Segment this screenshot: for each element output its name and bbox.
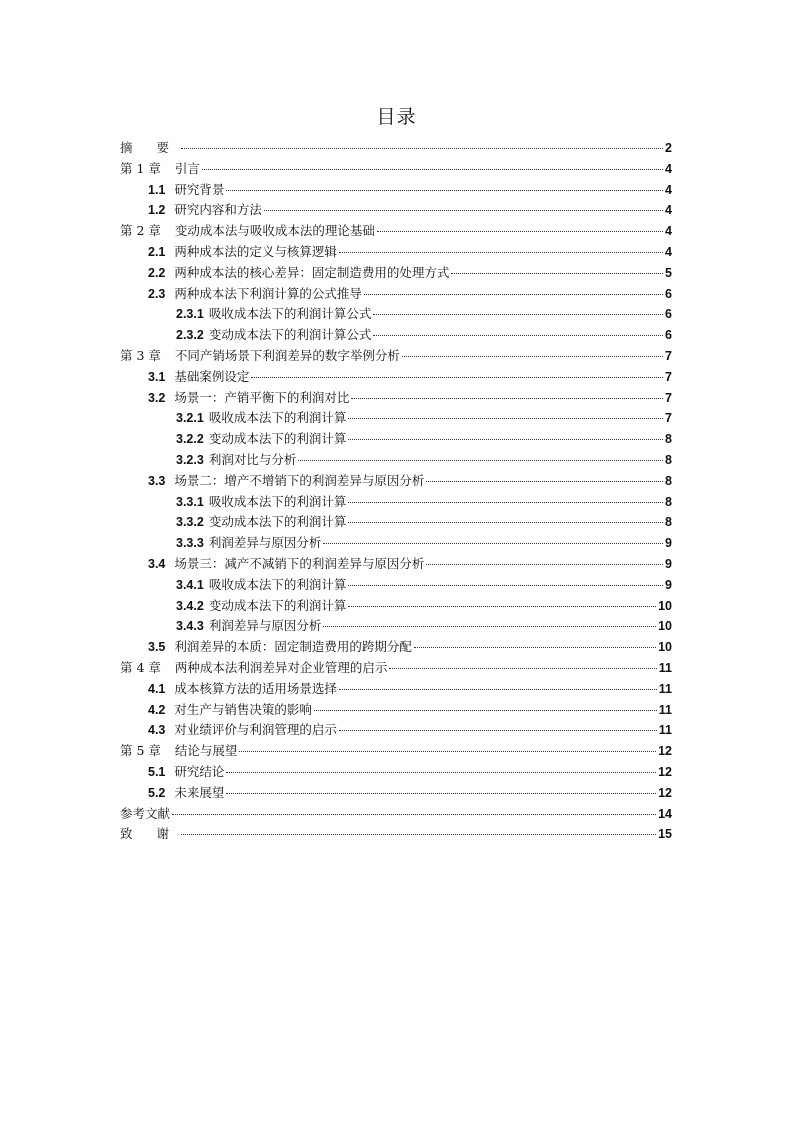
toc-entry[interactable] (120, 471, 672, 492)
toc-entry[interactable] (120, 221, 672, 242)
toc-entry[interactable] (120, 450, 672, 471)
toc-entry-number: 4.2 (148, 702, 166, 717)
toc-entry[interactable] (120, 242, 672, 263)
toc-entry[interactable] (120, 284, 672, 305)
table-of-contents (120, 138, 672, 845)
toc-entry[interactable] (120, 304, 672, 325)
dot-leader (389, 667, 656, 669)
toc-entry-page-number: 11 (658, 660, 672, 675)
dot-leader (181, 147, 663, 149)
dot-leader (451, 272, 663, 274)
toc-entry-page-number: 11 (658, 723, 672, 738)
toc-entry-label: 摘 要 (120, 140, 179, 155)
toc-entry[interactable] (120, 824, 672, 845)
toc-entry-number: 2.3.1 (176, 307, 204, 322)
toc-entry-label: 利润差异的本质：固定制造费用的跨期分配 (174, 639, 412, 655)
toc-entry-page-number: 6 (665, 286, 672, 301)
dot-leader (202, 168, 663, 170)
toc-entry-page-number: 7 (665, 390, 672, 405)
toc-entry[interactable] (120, 575, 672, 596)
toc-entry-label: 场景一：产销平衡下的利润对比 (174, 389, 350, 405)
dot-leader (348, 584, 663, 586)
toc-entry-label: 对生产与销售决策的影响 (174, 701, 312, 717)
toc-entry-number: 3.4.2 (176, 598, 204, 613)
toc-entry-label: 两种成本法下利润计算的公式推导 (174, 285, 362, 301)
dot-leader (264, 209, 663, 211)
toc-entry[interactable] (120, 388, 672, 409)
toc-entry-label: 利润对比与分析 (208, 451, 297, 467)
toc-entry[interactable] (120, 658, 672, 679)
toc-entry-page-number: 4 (665, 203, 672, 218)
toc-entry-label: 参考文献 (120, 805, 171, 821)
toc-entry-page-number: 15 (658, 827, 672, 842)
toc-entry-label: 未来展望 (174, 784, 225, 800)
toc-entry-label: 变动成本法下的利润计算 (208, 514, 347, 530)
toc-entry-label: 不同产销场景下利润差异的数字举例分析 (174, 347, 400, 363)
toc-entry-label: 变动成本法下的利润计算 (208, 597, 347, 613)
dot-leader (348, 605, 656, 607)
toc-entry-page-number: 7 (665, 348, 672, 363)
toc-entry[interactable] (120, 720, 672, 741)
toc-entry-label: 研究结论 (174, 763, 225, 779)
toc-entry[interactable] (120, 533, 672, 554)
toc-entry-page-number: 8 (665, 494, 672, 509)
toc-entry-page-number: 12 (658, 744, 672, 759)
toc-entry-number: 1.1 (148, 182, 166, 197)
dot-leader (298, 459, 663, 461)
toc-entry-label: 吸收成本法下的利润计算公式 (208, 306, 372, 322)
toc-entry-number: 2.3.2 (176, 328, 204, 343)
toc-entry-number: 4.1 (148, 681, 166, 696)
dot-leader (339, 251, 663, 253)
dot-leader (172, 813, 656, 815)
dot-leader (348, 438, 663, 440)
dot-leader (348, 417, 663, 419)
toc-entry-label: 成本核算方法的适用场景选择 (174, 680, 337, 696)
toc-entry-number: 3.4 (148, 556, 166, 571)
toc-entry-page-number: 8 (665, 473, 672, 488)
toc-entry-label: 研究背景 (174, 181, 225, 197)
toc-entry-number: 第 1 章 (120, 160, 161, 176)
toc-entry-number: 2.2 (148, 265, 166, 280)
toc-entry-label: 结论与展望 (174, 743, 238, 759)
toc-entry[interactable] (120, 741, 672, 762)
toc-entry[interactable] (120, 637, 672, 658)
dot-leader (226, 792, 656, 794)
toc-entry[interactable] (120, 200, 672, 221)
toc-entry-number: 3.4.1 (176, 577, 204, 592)
toc-entry-label: 吸收成本法下的利润计算 (208, 410, 347, 426)
toc-entry[interactable] (120, 367, 672, 388)
dot-leader (251, 376, 663, 378)
dot-leader (348, 521, 663, 523)
dot-leader (348, 501, 663, 503)
toc-entry-page-number: 4 (665, 161, 672, 176)
toc-entry-page-number: 10 (658, 619, 672, 634)
toc-entry-number: 1.2 (148, 203, 166, 218)
toc-entry-label: 两种成本法的定义与核算逻辑 (174, 243, 337, 259)
dot-leader (373, 313, 663, 315)
dot-leader (314, 709, 657, 711)
dot-leader (377, 230, 663, 232)
toc-entry-label: 利润差异与原因分析 (208, 618, 322, 634)
toc-entry-page-number: 12 (658, 785, 672, 800)
toc-entry-label: 引言 (174, 160, 200, 176)
toc-entry-page-number: 11 (658, 702, 672, 717)
toc-entry-number: 3.2.3 (176, 452, 204, 467)
toc-entry-number: 3.2 (148, 390, 166, 405)
dot-leader (239, 750, 656, 752)
dot-leader (373, 334, 663, 336)
toc-entry[interactable] (120, 263, 672, 284)
toc-entry-number: 5.2 (148, 785, 166, 800)
toc-entry[interactable] (120, 554, 672, 575)
toc-entry[interactable] (120, 804, 672, 825)
toc-entry-number: 第 5 章 (120, 743, 161, 759)
toc-entry-number: 4.3 (148, 723, 166, 738)
toc-entry[interactable] (120, 679, 672, 700)
toc-entry-number: 3.3.1 (176, 494, 204, 509)
toc-entry-label: 变动成本法与吸收成本法的理论基础 (174, 223, 375, 239)
toc-entry-label: 两种成本法的核心差异：固定制造费用的处理方式 (174, 264, 450, 280)
toc-title: 目录 (376, 106, 417, 128)
dot-leader (226, 189, 663, 191)
dot-leader (351, 397, 663, 399)
toc-entry-label: 对业绩评价与利润管理的启示 (174, 722, 337, 738)
toc-entry-label: 变动成本法下的利润计算公式 (208, 327, 372, 343)
toc-entry-page-number: 14 (658, 806, 672, 821)
dot-leader (426, 480, 663, 482)
toc-entry-label: 场景三：减产不减销下的利润差异与原因分析 (174, 555, 425, 571)
toc-entry[interactable] (120, 325, 672, 346)
toc-entry-number: 3.1 (148, 369, 166, 384)
toc-entry-label: 基础案例设定 (174, 368, 250, 384)
toc-entry-page-number: 4 (665, 182, 672, 197)
dot-leader (323, 542, 663, 544)
toc-entry[interactable] (120, 700, 672, 721)
toc-entry-page-number: 8 (665, 515, 672, 530)
toc-entry-page-number: 9 (665, 536, 672, 551)
toc-entry[interactable] (120, 596, 672, 617)
toc-entry-number: 3.2.2 (176, 432, 204, 447)
toc-entry-number: 3.3.3 (176, 536, 204, 551)
toc-entry[interactable] (120, 783, 672, 804)
toc-entry-page-number: 8 (665, 452, 672, 467)
toc-entry-label: 利润差异与原因分析 (208, 535, 322, 551)
toc-entry-page-number: 10 (658, 598, 672, 613)
toc-entry-number: 5.1 (148, 764, 166, 779)
toc-entry[interactable] (120, 429, 672, 450)
toc-entry-number: 3.5 (148, 640, 166, 655)
toc-entry-page-number: 4 (665, 244, 672, 259)
toc-entry-page-number: 6 (665, 307, 672, 322)
toc-entry[interactable] (120, 408, 672, 429)
toc-entry-label: 吸收成本法下的利润计算 (208, 493, 347, 509)
toc-entry[interactable] (120, 492, 672, 513)
toc-entry-page-number: 2 (665, 141, 672, 155)
dot-leader (402, 355, 663, 357)
toc-entry[interactable] (120, 159, 672, 180)
toc-entry-page-number: 8 (665, 432, 672, 447)
toc-entry-label: 研究内容和方法 (174, 202, 262, 218)
dot-leader (426, 563, 663, 565)
dot-leader (339, 729, 657, 731)
toc-entry[interactable] (120, 762, 672, 783)
toc-entry-label: 场景二：增产不增销下的利润差异与原因分析 (174, 472, 425, 488)
dot-leader (364, 293, 663, 295)
toc-entry-page-number: 9 (665, 577, 672, 592)
toc-entry-number: 2.3 (148, 286, 166, 301)
toc-entry-number: 3.4.3 (176, 619, 204, 634)
toc-entry-page-number: 6 (665, 328, 672, 343)
toc-entry-label: 变动成本法下的利润计算 (208, 431, 347, 447)
toc-entry[interactable] (120, 180, 672, 201)
toc-entry-number: 第 4 章 (120, 659, 161, 675)
dot-leader (323, 625, 656, 627)
toc-entry-page-number: 9 (665, 556, 672, 571)
toc-entry-page-number: 12 (658, 764, 672, 779)
toc-entry[interactable] (120, 512, 672, 533)
toc-entry-page-number: 5 (665, 265, 672, 280)
toc-entry-page-number: 10 (658, 640, 672, 655)
toc-entry-label: 致 谢 (120, 826, 179, 842)
toc-entry-label: 吸收成本法下的利润计算 (208, 576, 347, 592)
toc-entry-number: 2.1 (148, 244, 166, 259)
toc-entry[interactable] (120, 346, 672, 367)
toc-entry-number: 第 3 章 (120, 347, 161, 363)
dot-leader (226, 771, 656, 773)
toc-entry-label: 两种成本法利润差异对企业管理的启示 (174, 659, 388, 675)
toc-entry-page-number: 11 (658, 681, 672, 696)
dot-leader (181, 833, 656, 835)
toc-entry-page-number: 4 (665, 224, 672, 239)
dot-leader (414, 646, 656, 648)
toc-entry-number: 3.3 (148, 473, 166, 488)
toc-entry-number: 第 2 章 (120, 223, 161, 239)
dot-leader (339, 688, 657, 690)
toc-entry-page-number: 7 (665, 411, 672, 426)
toc-entry[interactable] (120, 616, 672, 637)
toc-entry-number: 3.3.2 (176, 515, 204, 530)
toc-entry-number: 3.2.1 (176, 411, 204, 426)
toc-entry[interactable] (120, 138, 672, 159)
toc-entry-page-number: 7 (665, 369, 672, 384)
